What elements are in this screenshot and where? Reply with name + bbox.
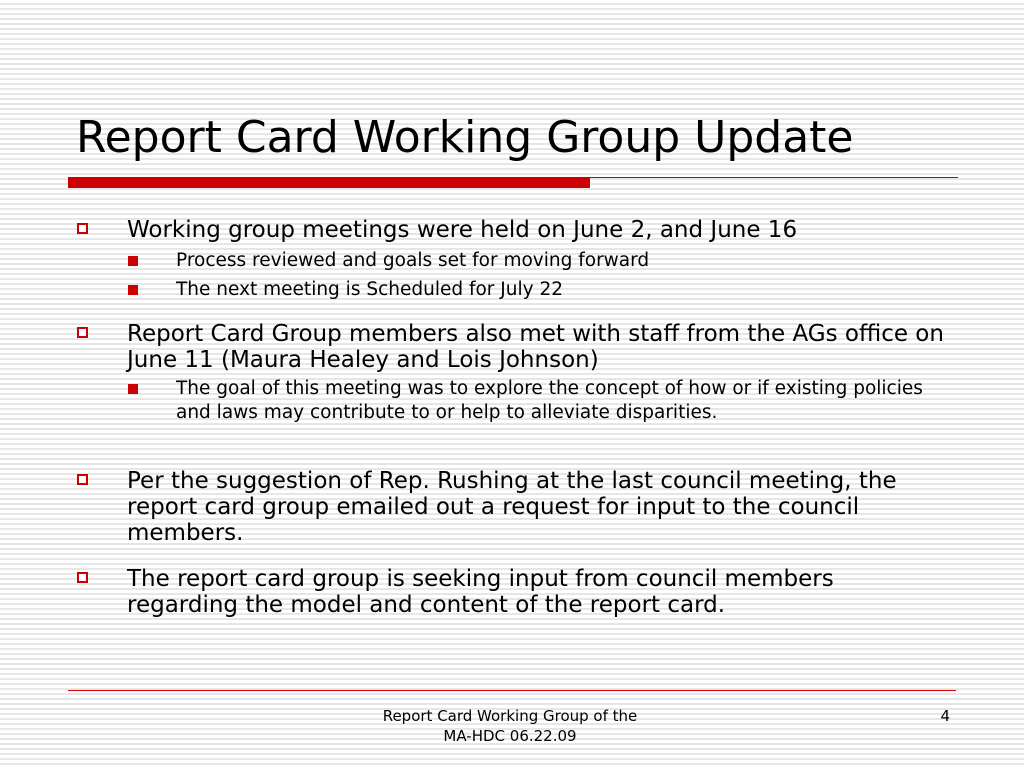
footer-rule — [68, 690, 956, 691]
hollow-square-bullet-icon — [77, 572, 88, 583]
slide-title: Report Card Working Group Update — [76, 112, 854, 163]
footer-text — [340, 706, 680, 746]
sub-bullet-item — [176, 278, 946, 302]
filled-square-bullet-icon — [128, 285, 138, 295]
filled-square-bullet-icon — [128, 384, 138, 394]
bullet-item — [127, 321, 947, 373]
sub-bullet-text: The goal of this meeting was to explore the concept of how or if existing policies and laws may contribute to or help to alleviate disparities. — [176, 378, 923, 423]
bullet-item — [127, 566, 947, 618]
hollow-square-bullet-icon — [77, 327, 88, 338]
filled-square-bullet-icon — [128, 256, 138, 266]
bullet-item — [127, 217, 947, 243]
bullet-item — [127, 468, 947, 546]
bullet-text: The report card group is seeking input from council members regarding the model and content of the report card. — [127, 566, 834, 618]
footer-line-2: MA-HDC 06.22.09 — [443, 727, 577, 745]
sub-bullet-item — [176, 249, 946, 273]
bullet-text: Working group meetings were held on June 2, and June 16 — [127, 217, 798, 243]
sub-bullet-text: Process reviewed and goals set for moving forward — [176, 250, 650, 271]
bullet-text: Per the suggestion of Rep. Rushing at the last council meeting, the report card group emailed out a request for input to the council members. — [127, 468, 897, 546]
sub-bullet-item — [176, 377, 946, 425]
footer-line-1: Report Card Working Group of the — [382, 707, 638, 725]
hollow-square-bullet-icon — [77, 223, 88, 234]
page-number: 4 — [940, 707, 950, 725]
sub-bullet-text: The next meeting is Scheduled for July 22 — [176, 279, 563, 300]
bullet-text: Report Card Group members also met with staff from the AGs office on June 11 (Maura Healey and Lois Johnson) — [127, 321, 944, 373]
hollow-square-bullet-icon — [77, 474, 88, 485]
